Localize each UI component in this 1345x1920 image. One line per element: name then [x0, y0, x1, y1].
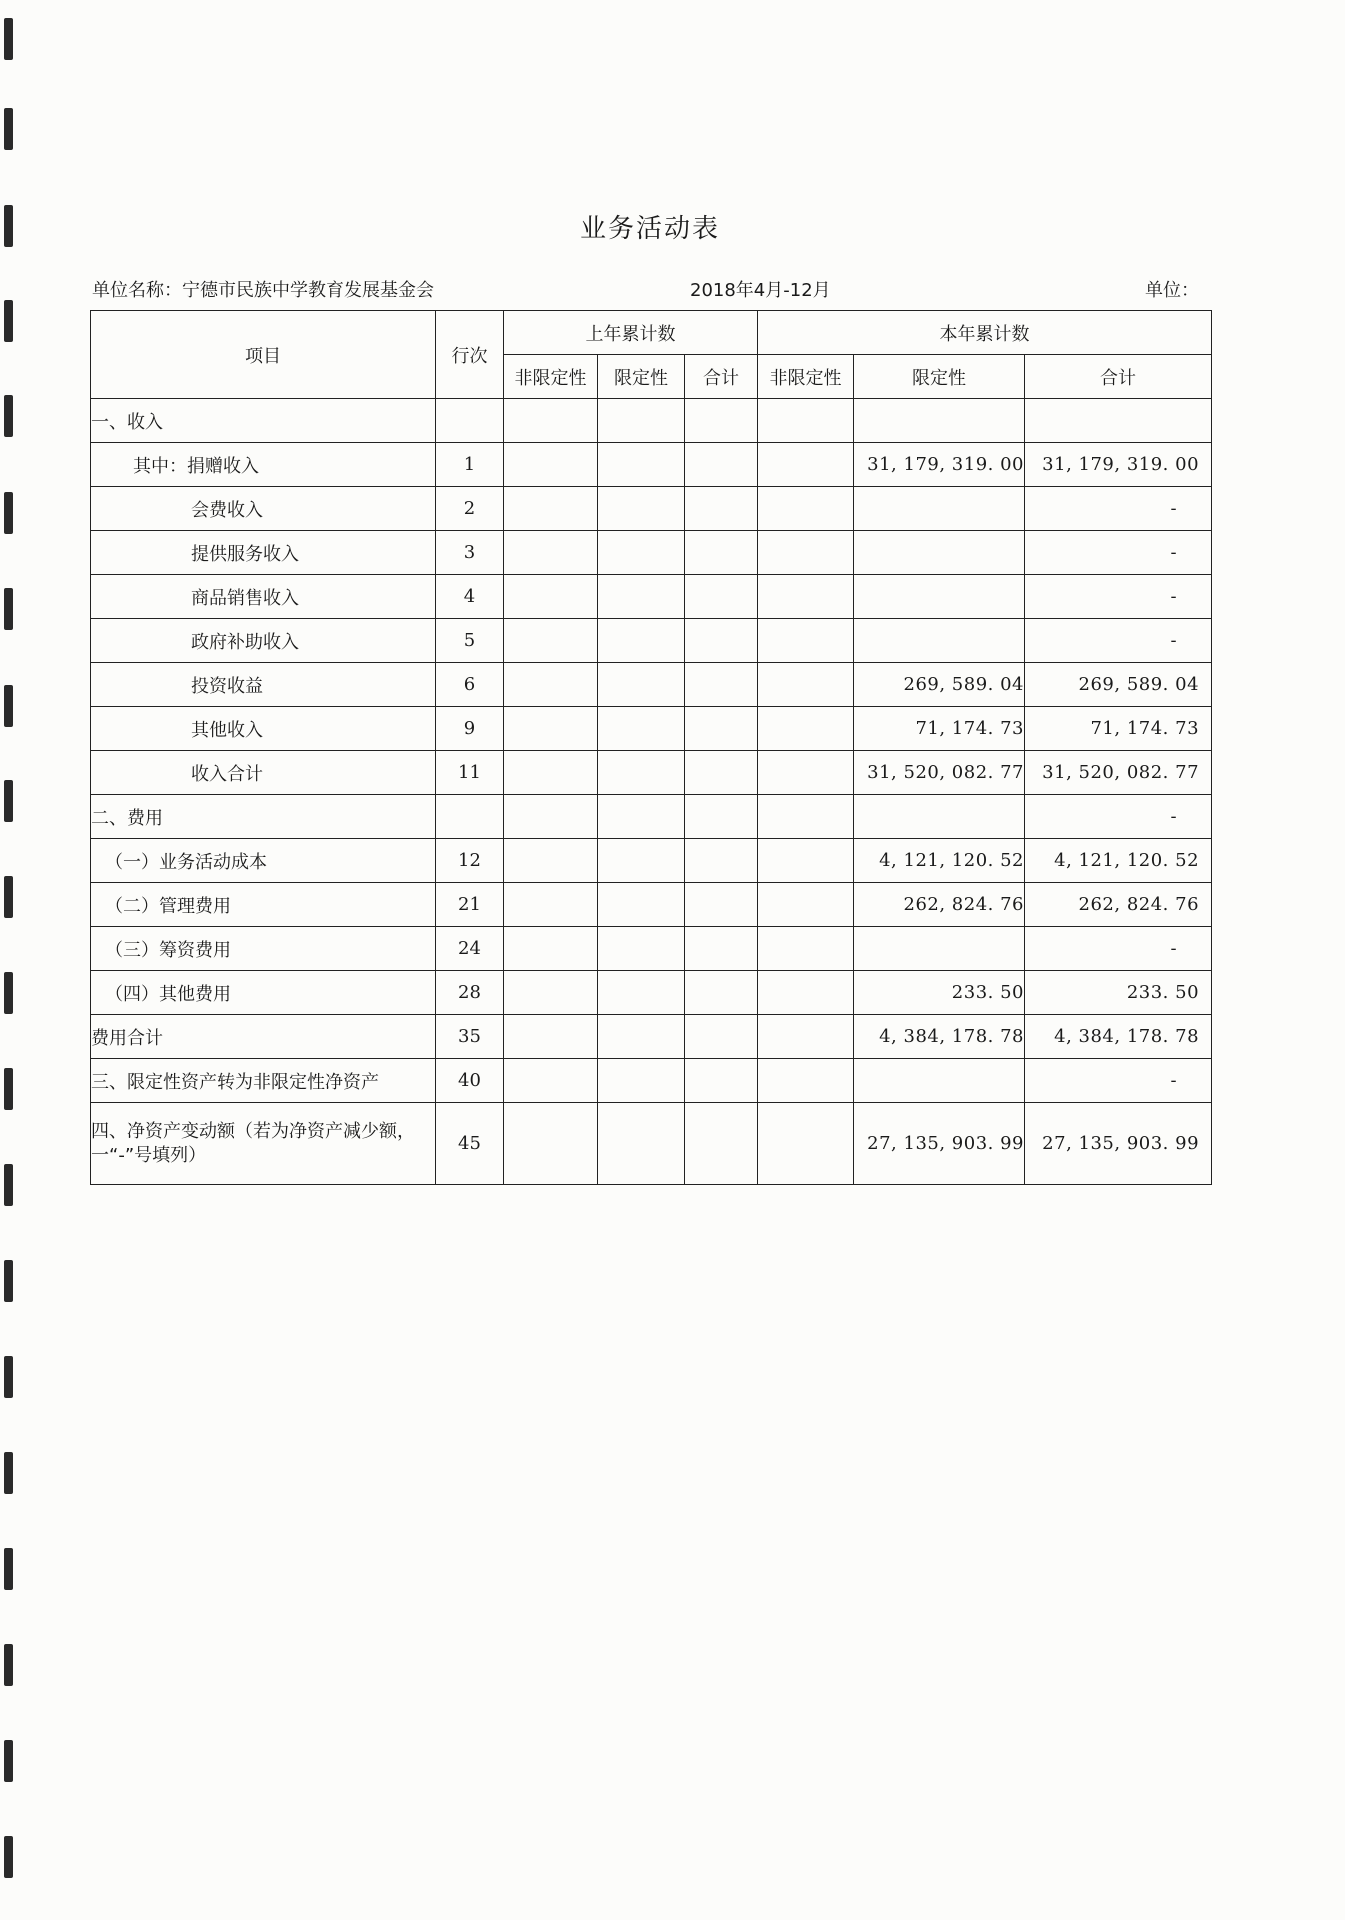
table-row: [91, 531, 1212, 575]
header-prev-unrestricted: 非限定性: [504, 355, 598, 399]
cell-prev-unrestricted: [504, 751, 598, 795]
cell-prev-total: [685, 707, 758, 751]
cell-prev-total: [685, 531, 758, 575]
cell-prev-unrestricted: [504, 1059, 598, 1103]
row-label: 一、收入: [91, 399, 436, 443]
row-label: 费用合计: [91, 1015, 436, 1059]
row-line-no: 35: [436, 1015, 504, 1059]
cell-cur-total: -: [1025, 795, 1212, 839]
cell-prev-unrestricted: [504, 883, 598, 927]
cell-cur-unrestricted: [758, 399, 854, 443]
table-row: [91, 927, 1212, 971]
cell-prev-total: [685, 839, 758, 883]
cell-prev-unrestricted: [504, 663, 598, 707]
cell-cur-restricted: [854, 487, 1025, 531]
cell-prev-unrestricted: [504, 531, 598, 575]
cell-prev-restricted: [598, 1059, 685, 1103]
cell-cur-restricted: [854, 575, 1025, 619]
row-label: 提供服务收入: [91, 531, 436, 575]
cell-cur-unrestricted: [758, 575, 854, 619]
cell-cur-unrestricted: [758, 531, 854, 575]
cell-cur-restricted: 31, 520, 082. 77: [854, 751, 1025, 795]
header-line-no: 行次: [436, 311, 504, 399]
table-row: [91, 971, 1212, 1015]
table-row: [91, 487, 1212, 531]
row-label: 其中：捐赠收入: [91, 443, 436, 487]
cell-prev-total: [685, 663, 758, 707]
cell-prev-unrestricted: [504, 1103, 598, 1185]
cell-prev-restricted: [598, 927, 685, 971]
header-cur-restricted: 限定性: [854, 355, 1025, 399]
cell-prev-restricted: [598, 531, 685, 575]
cell-prev-total: [685, 399, 758, 443]
org-name: 单位名称：宁德市民族中学教育发展基金会: [92, 280, 434, 301]
cell-prev-unrestricted: [504, 927, 598, 971]
table-row: [91, 839, 1212, 883]
cell-prev-restricted: [598, 883, 685, 927]
cell-cur-unrestricted: [758, 707, 854, 751]
row-label: 商品销售收入: [91, 575, 436, 619]
cell-cur-restricted: 4, 384, 178. 78: [854, 1015, 1025, 1059]
cell-prev-restricted: [598, 795, 685, 839]
cell-cur-unrestricted: [758, 1015, 854, 1059]
cell-prev-unrestricted: [504, 619, 598, 663]
header-cur-unrestricted: 非限定性: [758, 355, 854, 399]
row-line-no: 2: [436, 487, 504, 531]
row-label: 投资收益: [91, 663, 436, 707]
cell-cur-total: 262, 824. 76: [1025, 883, 1212, 927]
cell-cur-total: -: [1025, 1059, 1212, 1103]
table-row: [91, 883, 1212, 927]
table-row: [91, 663, 1212, 707]
header-cur-total: 合计: [1025, 355, 1212, 399]
cell-cur-total: [1025, 399, 1212, 443]
cell-prev-unrestricted: [504, 575, 598, 619]
cell-cur-restricted: 71, 174. 73: [854, 707, 1025, 751]
header-item: 项目: [91, 311, 436, 399]
table-row: [91, 399, 1212, 443]
cell-cur-total: -: [1025, 575, 1212, 619]
row-line-no: 6: [436, 663, 504, 707]
row-label: （四）其他费用: [91, 971, 436, 1015]
cell-prev-unrestricted: [504, 487, 598, 531]
cell-prev-total: [685, 443, 758, 487]
row-line-no: 45: [436, 1103, 504, 1185]
cell-prev-total: [685, 1015, 758, 1059]
row-line-no: 12: [436, 839, 504, 883]
table-row: [91, 443, 1212, 487]
cell-cur-restricted: 4, 121, 120. 52: [854, 839, 1025, 883]
cell-prev-total: [685, 971, 758, 1015]
row-line-no: 24: [436, 927, 504, 971]
cell-prev-total: [685, 619, 758, 663]
cell-cur-restricted: 262, 824. 76: [854, 883, 1025, 927]
row-line-no: 28: [436, 971, 504, 1015]
table-row: [91, 1015, 1212, 1059]
cell-prev-unrestricted: [504, 795, 598, 839]
row-line-no: 1: [436, 443, 504, 487]
cell-cur-restricted: [854, 399, 1025, 443]
cell-cur-total: -: [1025, 531, 1212, 575]
table-row: [91, 575, 1212, 619]
cell-cur-unrestricted: [758, 487, 854, 531]
cell-cur-restricted: [854, 531, 1025, 575]
activity-statement-table: [90, 310, 1212, 1185]
cell-prev-unrestricted: [504, 839, 598, 883]
row-label: 二、费用: [91, 795, 436, 839]
cell-prev-total: [685, 575, 758, 619]
row-label: 三、限定性资产转为非限定性净资产: [91, 1059, 436, 1103]
cell-prev-restricted: [598, 707, 685, 751]
cell-cur-total: 71, 174. 73: [1025, 707, 1212, 751]
row-label: （一）业务活动成本: [91, 839, 436, 883]
table-row: [91, 1103, 1212, 1185]
table-row: [91, 795, 1212, 839]
cell-cur-total: 31, 520, 082. 77: [1025, 751, 1212, 795]
cell-prev-unrestricted: [504, 1015, 598, 1059]
cell-prev-restricted: [598, 1103, 685, 1185]
table-row: [91, 751, 1212, 795]
cell-cur-restricted: 233. 50: [854, 971, 1025, 1015]
cell-cur-unrestricted: [758, 927, 854, 971]
cell-prev-total: [685, 883, 758, 927]
header-prev-year: 上年累计数: [504, 311, 758, 355]
row-line-no: [436, 399, 504, 443]
row-line-no: 40: [436, 1059, 504, 1103]
cell-prev-restricted: [598, 443, 685, 487]
cell-cur-total: 31, 179, 319. 00: [1025, 443, 1212, 487]
table-body: [91, 399, 1212, 1185]
cell-cur-unrestricted: [758, 619, 854, 663]
cell-cur-restricted: 27, 135, 903. 99: [854, 1103, 1025, 1185]
cell-cur-unrestricted: [758, 839, 854, 883]
cell-cur-total: 27, 135, 903. 99: [1025, 1103, 1212, 1185]
binding-holes: [0, 0, 26, 1920]
header-prev-restricted: 限定性: [598, 355, 685, 399]
cell-prev-total: [685, 927, 758, 971]
table-row: [91, 1059, 1212, 1103]
row-label: 其他收入: [91, 707, 436, 751]
cell-cur-total: -: [1025, 927, 1212, 971]
row-label: 四、净资产变动额（若为净资产减少额，一“-”号填列）: [91, 1103, 436, 1185]
row-line-no: 3: [436, 531, 504, 575]
cell-cur-restricted: [854, 1059, 1025, 1103]
cell-prev-restricted: [598, 619, 685, 663]
cell-prev-unrestricted: [504, 399, 598, 443]
cell-prev-unrestricted: [504, 971, 598, 1015]
cell-cur-unrestricted: [758, 443, 854, 487]
cell-cur-total: -: [1025, 487, 1212, 531]
cell-cur-unrestricted: [758, 971, 854, 1015]
cell-prev-restricted: [598, 663, 685, 707]
row-line-no: 4: [436, 575, 504, 619]
cell-cur-unrestricted: [758, 795, 854, 839]
cell-prev-unrestricted: [504, 707, 598, 751]
cell-prev-total: [685, 1059, 758, 1103]
cell-cur-unrestricted: [758, 1103, 854, 1185]
table-row: [91, 619, 1212, 663]
row-line-no: 21: [436, 883, 504, 927]
cell-cur-restricted: [854, 619, 1025, 663]
row-label: 政府补助收入: [91, 619, 436, 663]
cell-prev-restricted: [598, 575, 685, 619]
cell-cur-restricted: 269, 589. 04: [854, 663, 1025, 707]
cell-cur-total: -: [1025, 619, 1212, 663]
cell-prev-restricted: [598, 839, 685, 883]
cell-prev-restricted: [598, 971, 685, 1015]
cell-prev-restricted: [598, 751, 685, 795]
cell-cur-unrestricted: [758, 1059, 854, 1103]
cell-cur-total: 269, 589. 04: [1025, 663, 1212, 707]
cell-prev-restricted: [598, 399, 685, 443]
header-prev-total: 合计: [685, 355, 758, 399]
cell-prev-total: [685, 487, 758, 531]
row-line-no: 5: [436, 619, 504, 663]
cell-cur-unrestricted: [758, 751, 854, 795]
cell-prev-unrestricted: [504, 443, 598, 487]
cell-cur-total: 233. 50: [1025, 971, 1212, 1015]
cell-cur-unrestricted: [758, 663, 854, 707]
cell-cur-restricted: 31, 179, 319. 00: [854, 443, 1025, 487]
cell-cur-total: 4, 384, 178. 78: [1025, 1015, 1212, 1059]
cell-prev-total: [685, 751, 758, 795]
row-line-no: 11: [436, 751, 504, 795]
cell-prev-total: [685, 795, 758, 839]
row-line-no: 9: [436, 707, 504, 751]
row-label: （二）管理费用: [91, 883, 436, 927]
cell-prev-total: [685, 1103, 758, 1185]
table-row: [91, 707, 1212, 751]
cell-prev-restricted: [598, 487, 685, 531]
row-line-no: [436, 795, 504, 839]
cell-prev-restricted: [598, 1015, 685, 1059]
row-label: 收入合计: [91, 751, 436, 795]
page-title: 业务活动表: [579, 214, 720, 244]
cell-cur-total: 4, 121, 120. 52: [1025, 839, 1212, 883]
row-label: 会费收入: [91, 487, 436, 531]
cell-cur-restricted: [854, 927, 1025, 971]
cell-cur-restricted: [854, 795, 1025, 839]
row-label: （三）筹资费用: [91, 927, 436, 971]
cell-cur-unrestricted: [758, 883, 854, 927]
report-period: 2018年4月-12月: [690, 280, 831, 301]
currency-unit: 单位：: [1145, 280, 1199, 301]
header-this-year: 本年累计数: [758, 311, 1212, 355]
